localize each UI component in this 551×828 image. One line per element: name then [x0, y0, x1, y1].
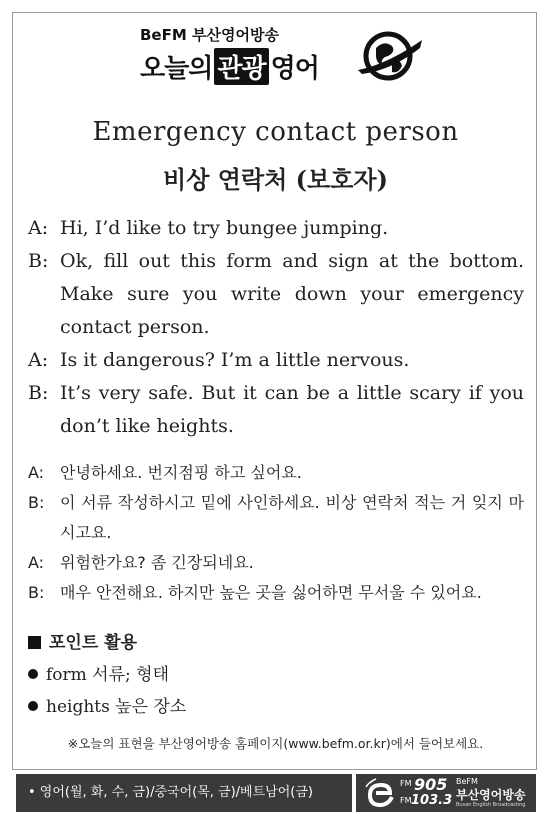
- speaker-label: B:: [28, 250, 49, 272]
- dialog-line: [28, 548, 524, 578]
- website-note: ※오늘의 표현을 부산영어방송 홈페이지(www.befm.or.kr)에서 들어보세요.: [67, 736, 484, 751]
- point-item-text: heights 높은 장소: [46, 697, 187, 717]
- speaker-label: A:: [28, 463, 45, 482]
- point-item: [28, 692, 186, 717]
- speaker-label: A:: [28, 217, 49, 239]
- program-title-part2: 영어: [270, 54, 319, 84]
- program-title-part1: 오늘의: [140, 54, 213, 84]
- dialog-line: [28, 458, 524, 488]
- points-heading: [28, 628, 137, 653]
- dialog-line: [28, 578, 524, 608]
- dialog-text: 위험한가요? 좀 긴장되네요.: [60, 553, 254, 572]
- station-footer-logo: [356, 774, 536, 812]
- station-name: BeFM 부산영어방송: [140, 26, 279, 44]
- english-dialog: [28, 212, 524, 443]
- dialog-line: [28, 212, 524, 245]
- dialog-text: 이 서류 작성하시고 밑에 사인하세요. 비상 연락처 적는 거 잊지 마시고요.: [60, 493, 524, 542]
- program-title-boxed: 관광: [214, 48, 268, 85]
- dialog-text: Ok, fill out this form and sign at the bottom. Make sure you write down your emergency contact person.: [60, 250, 524, 338]
- point-item-text: form 서류; 형태: [46, 665, 169, 685]
- befm-label: BeFM: [456, 777, 478, 786]
- dialog-line: [28, 377, 524, 443]
- bullet-dot-icon: [28, 701, 38, 711]
- korean-dialog: [28, 458, 524, 608]
- dialog-text: Hi, I’d like to try bungee jumping.: [60, 217, 389, 239]
- dialog-line: [28, 488, 524, 548]
- frequency-905: 905: [414, 775, 448, 794]
- dialog-text: 매우 안전해요. 하지만 높은 곳을 싫어하면 무서울 수 있어요.: [60, 583, 482, 602]
- befm-e-logo-icon: [362, 777, 398, 809]
- points-heading-text: 포인트 활용: [49, 633, 138, 653]
- broadcast-schedule: • 영어(월, 화, 수, 금)/중국어(목, 금)/베트남어(금): [16, 774, 352, 812]
- dialog-line: [28, 344, 524, 377]
- fm-label: FM: [400, 779, 412, 788]
- speaker-label: A:: [28, 553, 45, 572]
- point-item: [28, 660, 169, 685]
- station-subtitle: Busan English Broadcasting: [456, 802, 526, 808]
- frequency-1033: 103.3: [411, 793, 453, 808]
- bullet-dot-icon: [28, 669, 38, 679]
- speaker-label: B:: [28, 382, 49, 404]
- fm-label: FM: [400, 796, 412, 805]
- program-header: [0, 14, 551, 96]
- title-english: Emergency contact person: [92, 117, 459, 147]
- speaker-label: B:: [28, 493, 45, 512]
- dialog-line: [28, 245, 524, 344]
- title-korean: 비상 연락처 (보호자): [163, 165, 388, 194]
- square-bullet-icon: [28, 636, 41, 649]
- dialog-text: It’s very safe. But it can be a little scary if you don’t like heights.: [60, 382, 524, 437]
- program-title: [140, 48, 319, 85]
- speaker-label: A:: [28, 349, 49, 371]
- globe-plane-logo-icon: [356, 26, 424, 86]
- dialog-text: Is it dangerous? I’m a little nervous.: [60, 349, 410, 371]
- station-name-footer: 부산영어방송: [456, 788, 526, 802]
- dialog-text: 안녕하세요. 번지점핑 하고 싶어요.: [60, 463, 302, 482]
- speaker-label: B:: [28, 583, 45, 602]
